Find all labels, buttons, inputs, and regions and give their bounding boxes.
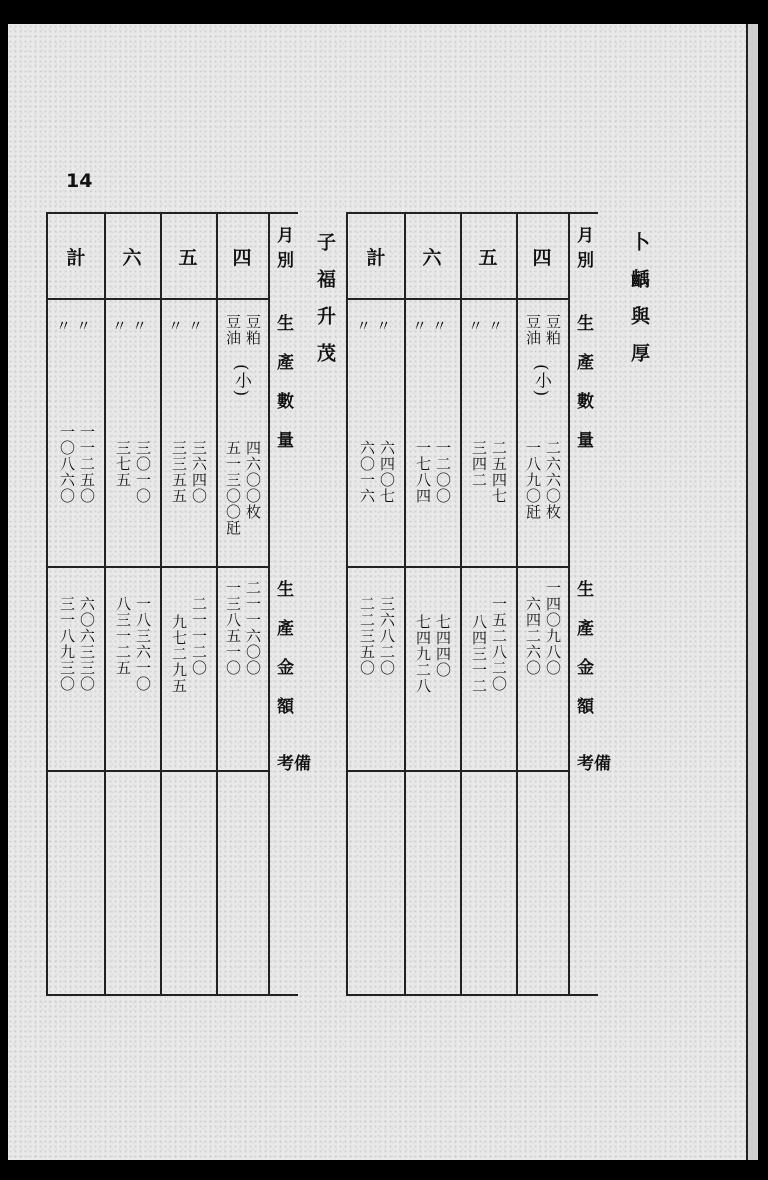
- cell-amount: 一五二八二〇: [490, 596, 508, 692]
- ditto-mark: 〃: [166, 318, 184, 334]
- cell-prod: 六〇一六: [358, 440, 376, 504]
- label-bean-cake: 豆粕: [244, 314, 262, 346]
- ditto-mark: 〃: [466, 318, 484, 334]
- production-table-left: [46, 212, 310, 996]
- cell-amount: 七四九二八: [414, 614, 432, 694]
- cell-prod: 三七五: [114, 440, 132, 488]
- cell-amount: 七四四〇: [434, 614, 452, 678]
- header-amount: 生產金額: [573, 580, 593, 736]
- page-number: 14: [66, 170, 93, 192]
- col-labels: [270, 214, 310, 994]
- company-title-left: 子福升茂: [314, 232, 336, 380]
- col-month-5: [460, 214, 518, 994]
- month-total: 計: [66, 246, 86, 269]
- cell-prod: 三〇一〇: [134, 440, 152, 504]
- cell-prod: 三六四〇: [190, 440, 208, 504]
- cell-prod: 一〇八六〇: [58, 424, 76, 504]
- cell-prod: 三四二: [470, 440, 488, 488]
- ditto-mark: 〃: [130, 318, 148, 334]
- ditto-mark: 〃: [186, 318, 204, 334]
- header-remarks: 備考: [573, 754, 610, 961]
- cell-amount: 八四三一二: [470, 614, 488, 694]
- cell-prod: 六四〇七: [378, 440, 396, 504]
- col-total: [48, 214, 106, 994]
- cell-prod: 三三五五: [170, 440, 188, 504]
- header-remarks: 備考: [273, 754, 310, 961]
- page-edge: [746, 24, 758, 1160]
- month-4: 四: [232, 246, 252, 269]
- col-month-4: [516, 214, 570, 994]
- col-month-6: [104, 214, 162, 994]
- header-month: 月別: [273, 226, 293, 276]
- cell-amount: 八三一二五: [114, 596, 132, 676]
- cell-amount: 三一八九三〇: [58, 596, 76, 692]
- cell-prod: 四六〇〇枚: [244, 440, 262, 520]
- cell-prod: 二五四七: [490, 440, 508, 504]
- cell-amount: 一三八五一〇: [224, 580, 242, 676]
- month-6: 六: [122, 246, 142, 269]
- cell-amount: 二二三五〇: [358, 596, 376, 676]
- col-month-6: [404, 214, 462, 994]
- col-month-5: [160, 214, 218, 994]
- month-6: 六: [422, 246, 442, 269]
- ditto-mark: 〃: [54, 318, 72, 334]
- cell-amount: 六〇六三三〇: [78, 596, 96, 692]
- label-bean-cake: 豆粕: [544, 314, 562, 346]
- cell-amount: 一四〇九八〇: [544, 580, 562, 676]
- header-amount: 生產金額: [273, 580, 293, 736]
- cell-amount: 六四二六〇: [524, 596, 542, 676]
- ditto-mark: 〃: [374, 318, 392, 334]
- ditto-mark: 〃: [430, 318, 448, 334]
- label-bean-oil: 豆油: [524, 314, 542, 346]
- header-production: 生產數量: [573, 314, 593, 470]
- cell-prod: 二六六〇枚: [544, 440, 562, 520]
- header-month: 月別: [573, 226, 593, 276]
- ditto-mark: 〃: [354, 318, 372, 334]
- production-table-right: [346, 212, 610, 996]
- col-total: [348, 214, 406, 994]
- col-labels: [570, 214, 610, 994]
- cell-amount: 二一一六〇〇: [244, 580, 262, 676]
- ditto-mark: 〃: [486, 318, 504, 334]
- cell-amount: 二一一二〇: [190, 596, 208, 676]
- label-small: (小): [531, 364, 551, 398]
- month-4: 四: [532, 246, 552, 269]
- cell-amount: 三六八二〇: [378, 596, 396, 676]
- month-total: 計: [366, 246, 386, 269]
- ditto-mark: 〃: [410, 318, 428, 334]
- month-5: 五: [478, 246, 498, 269]
- month-5: 五: [178, 246, 198, 269]
- label-bean-oil: 豆油: [224, 314, 242, 346]
- cell-prod: 一八九〇瓩: [524, 440, 542, 520]
- cell-prod: 一二〇〇: [434, 440, 452, 504]
- header-production: 生產數量: [273, 314, 293, 470]
- company-title-right: 卜齲與厚: [628, 232, 650, 380]
- cell-amount: 九七二九五: [170, 614, 188, 694]
- ditto-mark: 〃: [110, 318, 128, 334]
- col-month-4: [216, 214, 270, 994]
- cell-prod: 一七八四: [414, 440, 432, 504]
- ditto-mark: 〃: [74, 318, 92, 334]
- cell-amount: 一八三六一〇: [134, 596, 152, 692]
- label-small: (小): [231, 364, 251, 398]
- cell-prod: 五一三〇〇瓩: [224, 440, 242, 536]
- cell-prod: 一一二五〇: [78, 424, 96, 504]
